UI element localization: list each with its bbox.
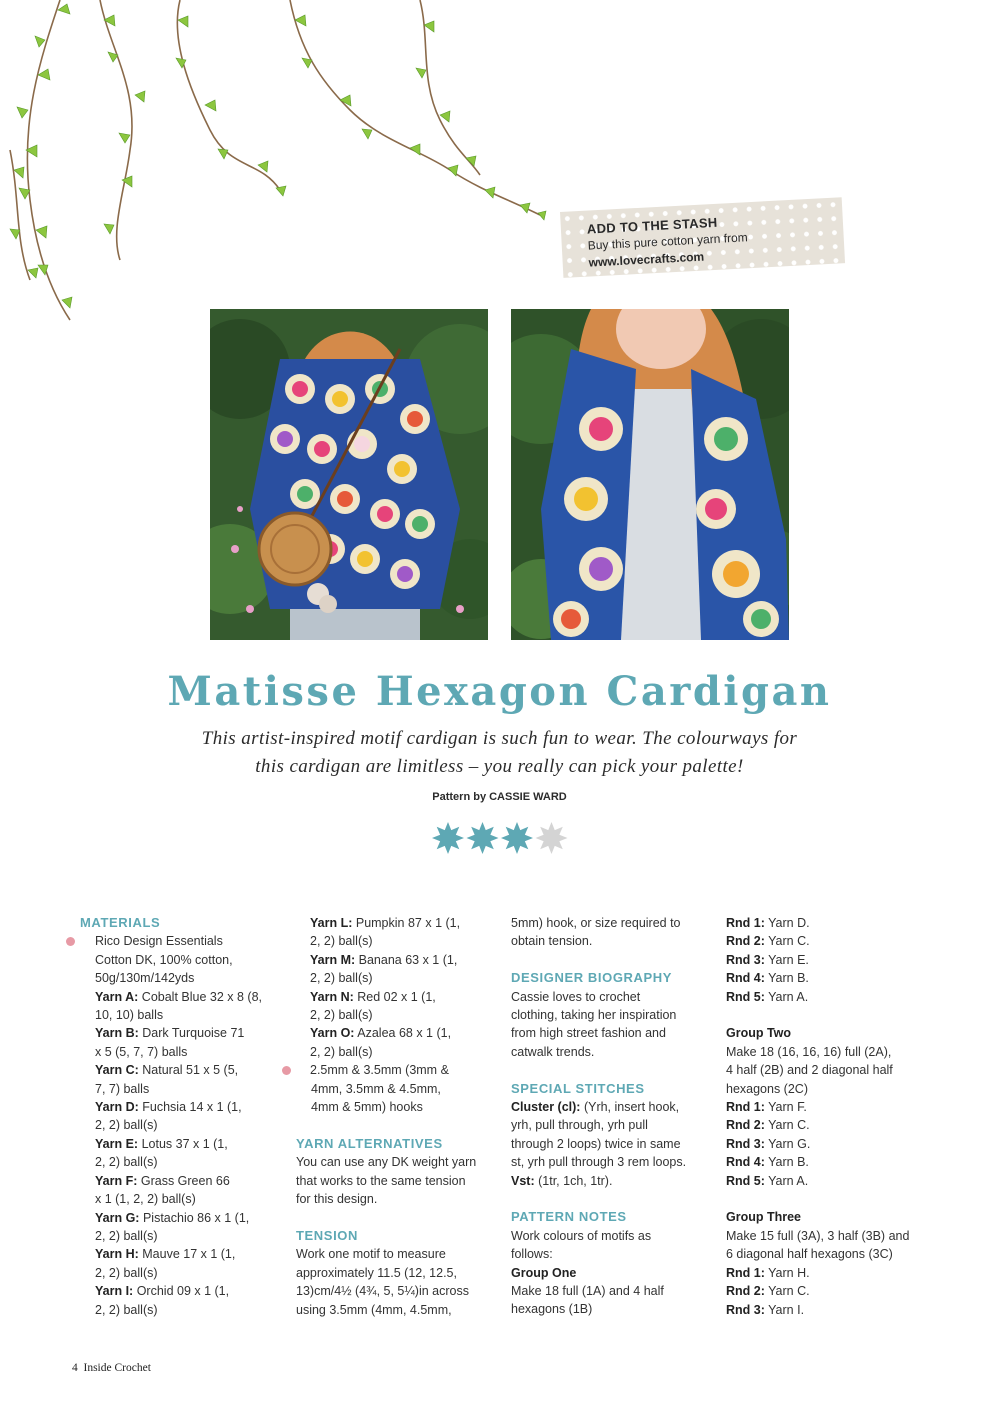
special-stitches-heading: SPECIAL STITCHES	[511, 1080, 645, 1096]
yarn-detail: Azalea 68 x 1 (1,	[357, 1026, 452, 1041]
biography-line: clothing, taking her inspiration	[511, 1008, 677, 1023]
vst-text: (1tr, 1ch, 1tr).	[538, 1173, 613, 1188]
pattern-byline: Pattern by CASSIE WARD	[432, 791, 567, 803]
cardigan-front-photo	[511, 309, 789, 640]
yarn-detail-line: 2, 2) ball(s)	[95, 1302, 158, 1317]
group-three-rounds	[726, 1264, 936, 1319]
tension-line: using 3.5mm (4mm, 4.5mm,	[296, 1302, 452, 1317]
group-one-line: Make 18 full (1A) and 4 half	[511, 1284, 664, 1299]
group-one-label: Group One	[511, 1265, 577, 1280]
yarn-item	[296, 914, 496, 932]
yarn-fibre-line: Cotton DK, 100% cotton,	[95, 952, 233, 967]
round-yarn: Yarn B.	[768, 1155, 809, 1170]
round-label: Rnd 4:	[726, 971, 765, 986]
cluster-line: through 2 loops) twice in same	[511, 1136, 681, 1151]
yarn-detail: Fuchsia 14 x 1 (1,	[142, 1100, 242, 1115]
hooks-line: 4mm & 5mm) hooks	[311, 1100, 423, 1115]
article-title: Matisse Hexagon Cardigan	[167, 668, 832, 715]
cluster-text: (Yrh, insert hook,	[583, 1100, 680, 1115]
page-number: 4	[72, 1362, 78, 1374]
round-row	[726, 969, 936, 987]
yarn-detail-line: x 1 (1, 2, 2) ball(s)	[95, 1192, 196, 1207]
standfirst-line: this cardigan are limitless – you really can pick your palette!	[255, 756, 744, 777]
difficulty-rating	[430, 820, 570, 856]
round-yarn: Yarn C.	[768, 1118, 810, 1133]
biography-line: from high street fashion and	[511, 1026, 666, 1041]
group-two-label: Group Two	[726, 1026, 792, 1041]
yarn-detail: Red 02 x 1 (1,	[357, 989, 436, 1004]
yarn-detail: Pistachio 86 x 1 (1,	[142, 1210, 250, 1225]
yarn-detail: Orchid 09 x 1 (1,	[136, 1284, 230, 1299]
ivy-vine-decoration	[0, 0, 560, 330]
page-footer	[72, 1362, 151, 1374]
yarn-label: Yarn B:	[95, 1026, 139, 1041]
vst-label: Vst:	[511, 1173, 535, 1188]
round-yarn: Yarn G.	[768, 1136, 811, 1151]
yarn-detail-line: x 5 (5, 7, 7) balls	[95, 1044, 188, 1059]
round-row	[726, 1116, 936, 1134]
yarn-item	[80, 1098, 280, 1116]
round-yarn: Yarn A.	[768, 1173, 809, 1188]
yarn-label: Yarn C:	[95, 1063, 139, 1078]
yarn-detail-line: 7, 7) balls	[95, 1081, 150, 1096]
yarn-detail: Dark Turquoise 71	[142, 1026, 245, 1041]
yarn-detail-line: 2, 2) ball(s)	[310, 1044, 373, 1059]
yarn-list-continued	[296, 914, 496, 1061]
round-label: Rnd 1:	[726, 1265, 765, 1280]
group-two-rounds	[726, 1098, 936, 1190]
star-empty-icon	[536, 822, 568, 854]
tension-line: Work one motif to measure	[296, 1247, 446, 1262]
yarn-label: Yarn I:	[95, 1284, 134, 1299]
yarn-item	[80, 1135, 280, 1153]
round-label: Rnd 3:	[726, 1302, 765, 1317]
yarn-weight-line: 50g/130m/142yds	[95, 971, 195, 986]
vst-definition	[511, 1172, 711, 1190]
notes-line: follows:	[511, 1247, 553, 1262]
yarn-alt-line: for this design.	[296, 1192, 378, 1207]
yarn-label: Yarn F:	[95, 1173, 138, 1188]
round-label: Rnd 1:	[726, 1100, 765, 1115]
yarn-detail: Lotus 37 x 1 (1,	[141, 1136, 228, 1151]
group-three-line: Make 15 full (3A), 3 half (3B) and	[726, 1228, 910, 1243]
star-filled-icon	[467, 822, 499, 854]
add-to-stash-tape	[560, 197, 845, 278]
yarn-item	[80, 988, 280, 1006]
yarn-detail: Cobalt Blue 32 x 8 (8,	[141, 989, 263, 1004]
round-yarn: Yarn D.	[768, 916, 810, 930]
star-filled-icon	[501, 822, 533, 854]
yarn-item	[80, 1172, 280, 1190]
round-label: Rnd 5:	[726, 989, 765, 1004]
round-label: Rnd 3:	[726, 952, 765, 967]
round-yarn: Yarn B.	[768, 971, 809, 986]
magazine-name: Inside Crochet	[83, 1362, 151, 1374]
tension-heading: TENSION	[296, 1227, 358, 1243]
stash-heading: ADD TO THE STASH	[586, 214, 718, 237]
hooks-line: 4mm, 3.5mm & 4.5mm,	[311, 1081, 441, 1096]
yarn-alt-line: You can use any DK weight yarn	[296, 1155, 477, 1170]
column-three	[511, 914, 711, 1319]
biography-heading: DESIGNER BIOGRAPHY	[511, 970, 673, 986]
cluster-line: yrh, pull through, yrh pull	[511, 1118, 648, 1133]
yarn-item	[80, 1282, 280, 1300]
round-yarn: Yarn C.	[768, 934, 810, 949]
round-row	[726, 1153, 936, 1171]
group-three-line: 6 diagonal half hexagons (3C)	[726, 1247, 893, 1262]
star-filled-icon	[432, 822, 464, 854]
round-label: Rnd 2:	[726, 1118, 765, 1133]
yarn-detail-line: 2, 2) ball(s)	[95, 1155, 158, 1170]
round-label: Rnd 1:	[726, 916, 765, 930]
yarn-label: Yarn G:	[95, 1210, 140, 1225]
round-yarn: Yarn I.	[768, 1302, 805, 1317]
yarn-item	[296, 1024, 496, 1042]
group-three-label: Group Three	[726, 1210, 802, 1225]
cluster-definition	[511, 1098, 711, 1116]
column-materials	[80, 914, 280, 1319]
round-row	[726, 1301, 936, 1319]
tension-line: obtain tension.	[511, 934, 593, 949]
round-label: Rnd 3:	[726, 1136, 765, 1151]
tension-line: 13)cm/4½ (4¾, 5, 5¼)in across	[296, 1284, 469, 1299]
yarn-detail: Grass Green 66	[140, 1173, 230, 1188]
round-yarn: Yarn C.	[768, 1284, 810, 1299]
round-row	[726, 932, 936, 950]
yarn-item	[296, 951, 496, 969]
round-row	[726, 1264, 936, 1282]
round-row	[726, 914, 936, 932]
yarn-item	[296, 988, 496, 1006]
yarn-item	[80, 1024, 280, 1042]
cluster-label: Cluster (cl):	[511, 1100, 581, 1115]
hooks-line: 2.5mm & 3.5mm (3mm &	[296, 1061, 496, 1079]
tension-line: 5mm) hook, or size required to	[511, 916, 681, 930]
round-label: Rnd 2:	[726, 934, 765, 949]
cardigan-back-photo	[210, 309, 488, 640]
group-two-line: Make 18 (16, 16, 16) full (2A),	[726, 1044, 892, 1059]
stash-url-link[interactable]: www.lovecrafts.com	[588, 249, 705, 270]
group-one-rounds	[726, 914, 936, 1006]
group-two-line: 4 half (2B) and 2 diagonal half	[726, 1063, 893, 1078]
pattern-notes-heading: PATTERN NOTES	[511, 1209, 627, 1225]
biography-line: catwalk trends.	[511, 1044, 595, 1059]
yarn-item	[80, 1209, 280, 1227]
yarn-detail-line: 2, 2) ball(s)	[310, 971, 373, 986]
yarn-alt-line: that works to the same tension	[296, 1173, 466, 1188]
round-yarn: Yarn H.	[768, 1265, 810, 1280]
round-yarn: Yarn F.	[768, 1100, 807, 1115]
group-one-line: hexagons (1B)	[511, 1302, 593, 1317]
round-label: Rnd 2:	[726, 1284, 765, 1299]
tension-line: approximately 11.5 (12, 12.5,	[296, 1265, 457, 1280]
yarn-detail: Banana 63 x 1 (1,	[358, 952, 458, 967]
round-yarn: Yarn E.	[768, 952, 809, 967]
round-label: Rnd 4:	[726, 1155, 765, 1170]
standfirst-line: This artist-inspired motif cardigan is such fun to wear. The colourways for	[201, 728, 798, 749]
round-row	[726, 1282, 936, 1300]
notes-line: Work colours of motifs as	[511, 1228, 652, 1243]
yarn-detail-line: 2, 2) ball(s)	[310, 1008, 373, 1023]
yarn-label: Yarn O:	[310, 1026, 355, 1041]
yarn-list	[80, 988, 280, 1319]
column-four	[726, 914, 936, 1319]
round-label: Rnd 5:	[726, 1173, 765, 1188]
yarn-label: Yarn E:	[95, 1136, 139, 1151]
yarn-detail-line: 2, 2) ball(s)	[95, 1228, 158, 1243]
yarn-label: Yarn N:	[310, 989, 354, 1004]
yarn-detail-line: 2, 2) ball(s)	[95, 1118, 158, 1133]
group-two-line: hexagons (2C)	[726, 1081, 808, 1096]
yarn-item	[80, 1245, 280, 1263]
materials-heading: MATERIALS	[80, 915, 161, 930]
yarn-detail-line: 2, 2) ball(s)	[95, 1265, 158, 1280]
round-yarn: Yarn A.	[768, 989, 809, 1004]
biography-line: Cassie loves to crochet	[511, 989, 641, 1004]
yarn-detail: Pumpkin 87 x 1 (1,	[355, 916, 461, 930]
yarn-alternatives-heading: YARN ALTERNATIVES	[296, 1135, 443, 1151]
cluster-line: st, yrh pull through 3 rem loops.	[511, 1155, 687, 1170]
yarn-label: Yarn M:	[310, 952, 356, 967]
yarn-detail: Mauve 17 x 1 (1,	[142, 1247, 236, 1262]
round-row	[726, 1172, 936, 1190]
yarn-detail-line: 10, 10) balls	[95, 1008, 164, 1023]
yarn-detail: Natural 51 x 5 (5,	[142, 1063, 239, 1078]
stash-line: Buy this pure cotton yarn from	[587, 230, 749, 253]
yarn-item	[80, 1061, 280, 1079]
yarn-label: Yarn A:	[95, 989, 139, 1004]
column-two	[296, 914, 496, 1319]
yarn-label: Yarn H:	[95, 1247, 139, 1262]
yarn-brand-line: Rico Design Essentials	[80, 932, 280, 950]
round-row	[726, 951, 936, 969]
yarn-detail-line: 2, 2) ball(s)	[310, 934, 373, 949]
round-row	[726, 1135, 936, 1153]
standfirst	[100, 725, 899, 781]
yarn-label: Yarn L:	[310, 916, 353, 930]
yarn-label: Yarn D:	[95, 1100, 139, 1115]
round-row	[726, 988, 936, 1006]
round-row	[726, 1098, 936, 1116]
